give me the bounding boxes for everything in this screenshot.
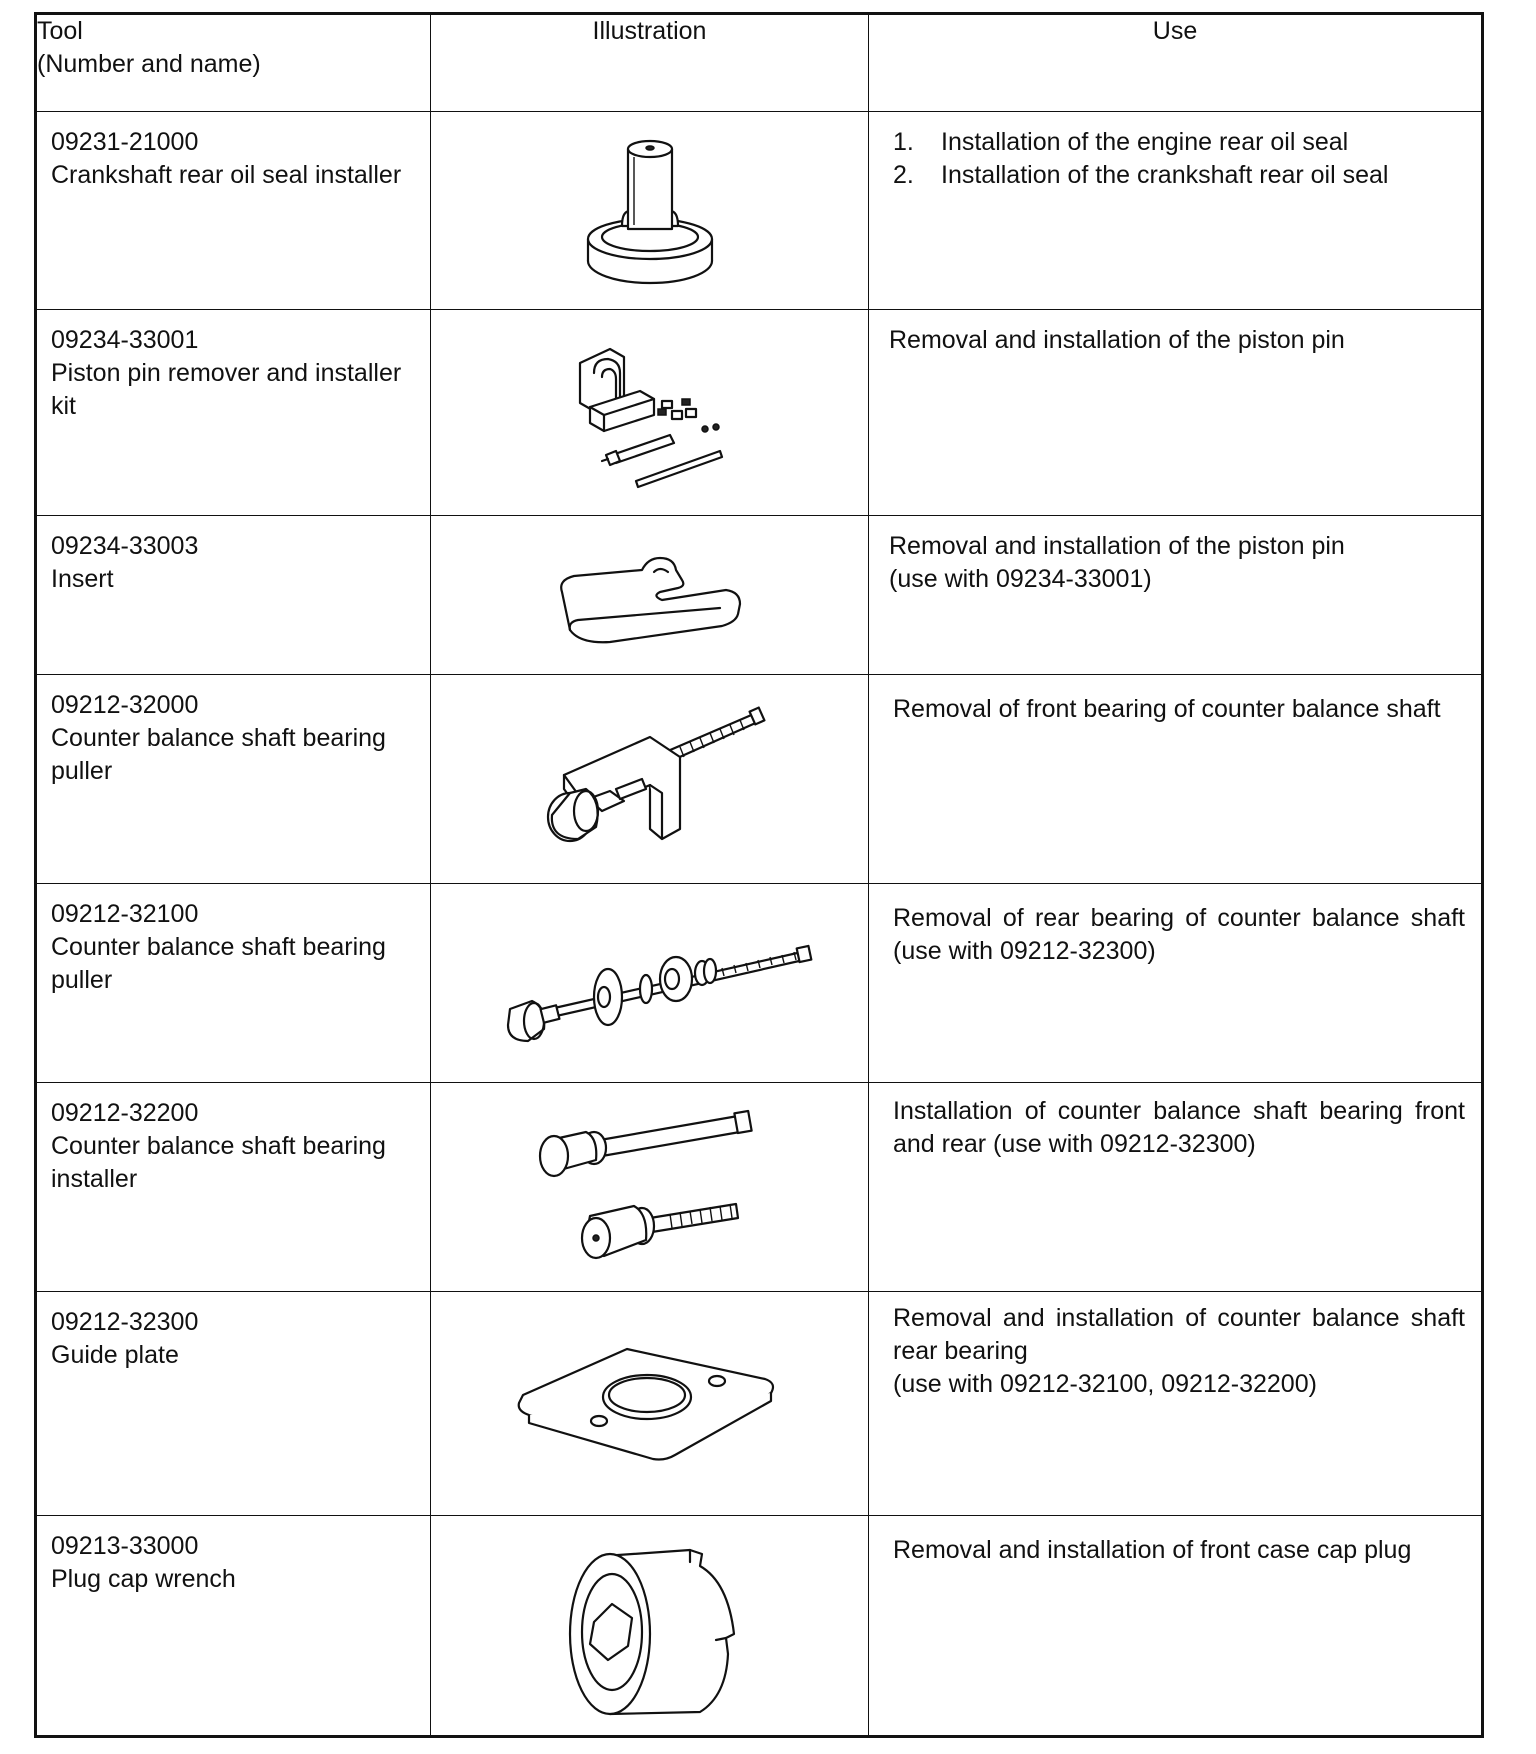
illustration-cell xyxy=(431,1292,869,1516)
tool-number: 09234-33001 xyxy=(51,326,199,354)
illustration-cell xyxy=(431,1516,869,1737)
tool-name: Insert xyxy=(51,565,114,593)
illustration-cell xyxy=(431,112,869,310)
bearing-puller-rear-icon xyxy=(480,913,820,1053)
table-row xyxy=(36,1083,1483,1292)
use-cell xyxy=(869,1516,1483,1737)
piston-pin-kit-icon xyxy=(550,323,750,503)
tool-name: Counter balance shaft bearing puller xyxy=(51,933,386,994)
tool-header-line2: (Number and name) xyxy=(37,50,261,78)
use-description: Removal of front bearing of counter balance shaft xyxy=(893,695,1441,723)
use-note: (use with 09212-32100, 09212-32200) xyxy=(893,1370,1317,1398)
tool-number: 09231-21000 xyxy=(51,128,199,156)
list-item: 1. Installation of the engine rear oil seal xyxy=(893,128,1349,156)
use-cell xyxy=(869,1292,1483,1516)
use-description: Removal of rear bearing of counter balance shaft (use with 09212-32300) xyxy=(893,904,1465,965)
table-row xyxy=(36,516,1483,675)
plug-cap-wrench-icon xyxy=(550,1526,750,1726)
column-header-tool xyxy=(36,14,431,112)
illustration-cell xyxy=(431,310,869,516)
bearing-puller-front-icon xyxy=(530,689,770,869)
use-description: Removal and installation of the piston pin xyxy=(889,532,1345,560)
tool-number: 09212-32000 xyxy=(51,691,199,719)
use-note: (use with 09234-33001) xyxy=(889,565,1152,593)
tool-number: 09234-33003 xyxy=(51,532,199,560)
use-cell xyxy=(869,1083,1483,1292)
use-description: Removal and installation of front case cap plug xyxy=(893,1536,1412,1564)
use-cell xyxy=(869,884,1483,1083)
use-cell xyxy=(869,112,1483,310)
tool-name: Counter balance shaft bearing installer xyxy=(51,1132,386,1193)
illustration-cell xyxy=(431,884,869,1083)
column-header-illustration: Illustration xyxy=(431,14,869,112)
oil-seal-installer-icon xyxy=(560,121,740,301)
tool-number: 09213-33000 xyxy=(51,1532,199,1560)
insert-plate-icon xyxy=(550,530,750,660)
tool-cell xyxy=(36,516,431,675)
tool-name: Crankshaft rear oil seal installer xyxy=(51,161,402,189)
column-header-use: Use xyxy=(869,14,1483,112)
use-cell xyxy=(869,516,1483,675)
table-row xyxy=(36,1516,1483,1737)
tool-number: 09212-32200 xyxy=(51,1099,199,1127)
list-item: 2. Installation of the crankshaft rear oil seal xyxy=(893,161,1389,189)
illustration-cell xyxy=(431,675,869,884)
tool-cell xyxy=(36,1292,431,1516)
table-row xyxy=(36,675,1483,884)
table-row xyxy=(36,112,1483,310)
use-description: Removal and installation of the piston pin xyxy=(889,326,1345,354)
use-cell xyxy=(869,310,1483,516)
table-row xyxy=(36,310,1483,516)
tool-name: Piston pin remover and installer kit xyxy=(51,359,402,420)
tool-number: 09212-32100 xyxy=(51,900,199,928)
tool-name: Guide plate xyxy=(51,1341,179,1369)
tool-cell xyxy=(36,310,431,516)
tool-cell xyxy=(36,1083,431,1292)
table-row xyxy=(36,1292,1483,1516)
tool-cell xyxy=(36,1516,431,1737)
table-header-row xyxy=(36,14,1483,112)
illustration-cell xyxy=(431,516,869,675)
tool-cell xyxy=(36,884,431,1083)
guide-plate-icon xyxy=(515,1339,785,1469)
use-description: Removal and installation of counter balance shaft rear bearing xyxy=(893,1304,1465,1365)
tool-cell xyxy=(36,112,431,310)
use-description: Installation of counter balance shaft bearing front and rear (use with 09212-32300) xyxy=(893,1097,1465,1158)
tool-number: 09212-32300 xyxy=(51,1308,199,1336)
special-tools-table xyxy=(34,12,1484,1738)
tool-header-line1: Tool xyxy=(37,17,83,45)
illustration-cell xyxy=(431,1083,869,1292)
tool-name: Counter balance shaft bearing puller xyxy=(51,724,386,785)
use-list xyxy=(893,126,1465,192)
table-row xyxy=(36,884,1483,1083)
use-cell xyxy=(869,675,1483,884)
bearing-installer-icon xyxy=(530,1092,770,1282)
tool-name: Plug cap wrench xyxy=(51,1565,236,1593)
tool-cell xyxy=(36,675,431,884)
